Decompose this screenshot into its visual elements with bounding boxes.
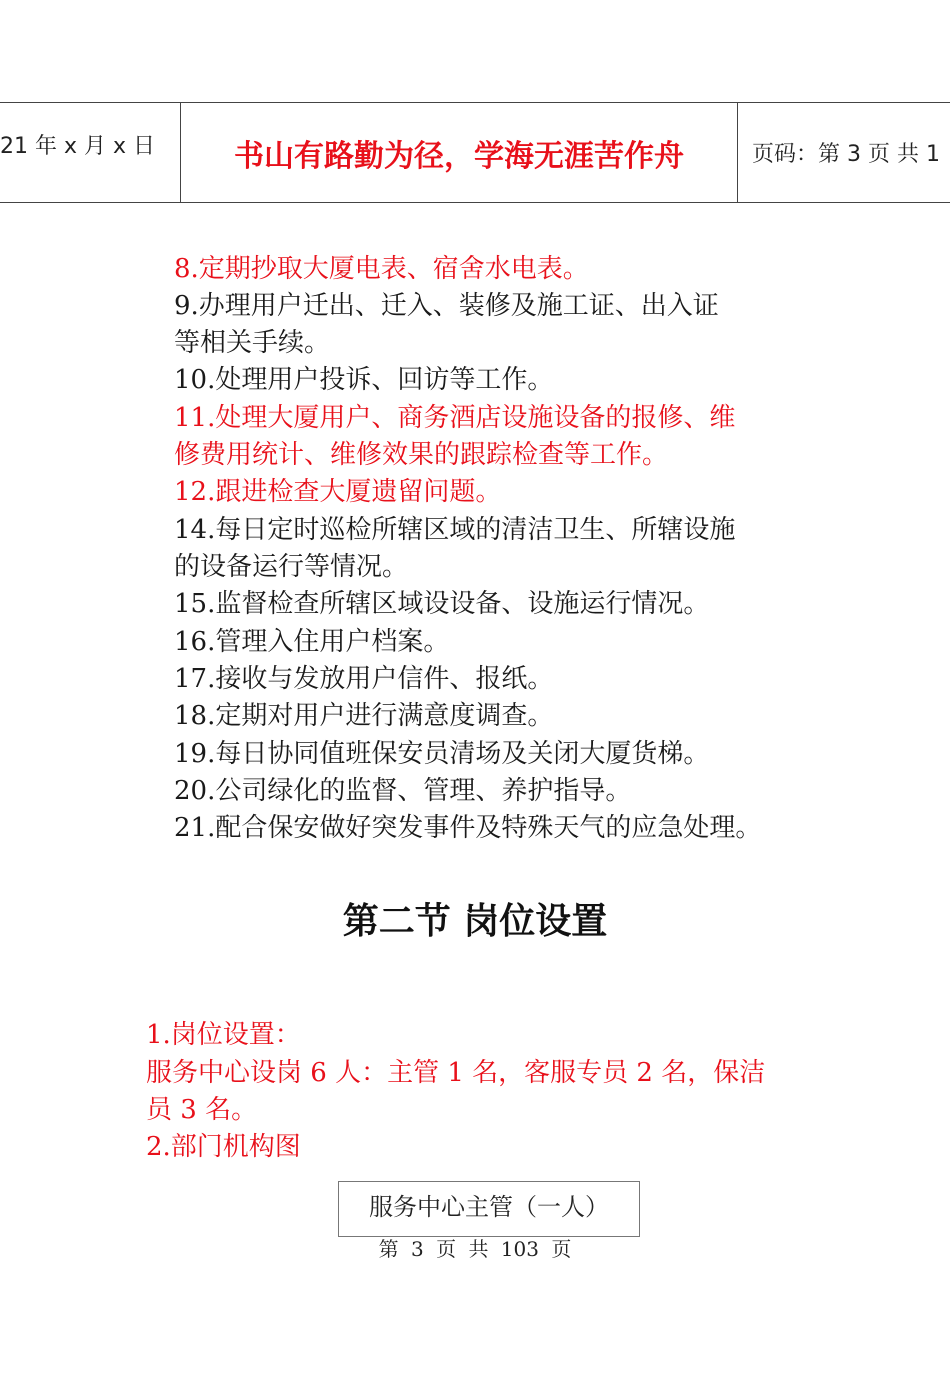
duty-line: 的设备运行等情况。: [174, 552, 409, 582]
duty-line: 20.公司绿化的监督、管理、养护指导。: [174, 776, 632, 806]
post-line: 2.部门机构图: [146, 1132, 301, 1162]
duty-line: 15.监督检查所辖区域设设备、设施运行情况。: [174, 589, 710, 619]
duty-line: 9.办理用户迁出、迁入、装修及施工证、出入证: [174, 291, 719, 321]
duty-line: 16.管理入住用户档案。: [174, 627, 450, 657]
duty-line: 修费用统计、维修效果的跟踪检查等工作。: [174, 440, 669, 470]
duty-line: 8.定期抄取大厦电表、宿舍水电表。: [174, 254, 589, 284]
duty-line: 19.每日协同值班保安员清场及关闭大厦货梯。: [174, 739, 710, 769]
header-page-number: 页码：第 3 页 共 1: [752, 142, 940, 167]
page-footer: 第 3 页 共 103 页: [378, 1237, 572, 1261]
post-line: 员 3 名。: [146, 1095, 258, 1125]
header-motto: 书山有路勤为径，学海无涯苦作舟: [180, 103, 738, 202]
org-chart-supervisor-box: 服务中心主管（一人）: [338, 1181, 640, 1237]
section-title: 第二节 岗位设置: [342, 901, 608, 942]
running-header: [0, 102, 950, 203]
duty-line: 11.处理大厦用户、商务酒店设施设备的报修、维: [174, 403, 736, 433]
duty-line: 17.接收与发放用户信件、报纸。: [174, 664, 554, 694]
duty-line: 18.定期对用户进行满意度调查。: [174, 701, 554, 731]
duty-line: 10.处理用户投诉、回访等工作。: [174, 365, 554, 395]
header-date: 21 年 x 月 x 日: [0, 134, 155, 159]
post-line: 1.岗位设置：: [146, 1020, 301, 1050]
post-line: 服务中心设岗 6 人：主管 1 名，客服专员 2 名，保洁: [146, 1058, 766, 1088]
duty-line: 14.每日定时巡检所辖区域的清洁卫生、所辖设施: [174, 515, 736, 545]
duty-line: 21.配合保安做好突发事件及特殊天气的应急处理。: [174, 813, 762, 843]
duty-line: 等相关手续。: [174, 328, 331, 358]
duty-line: 12.跟进检查大厦遗留问题。: [174, 477, 502, 507]
